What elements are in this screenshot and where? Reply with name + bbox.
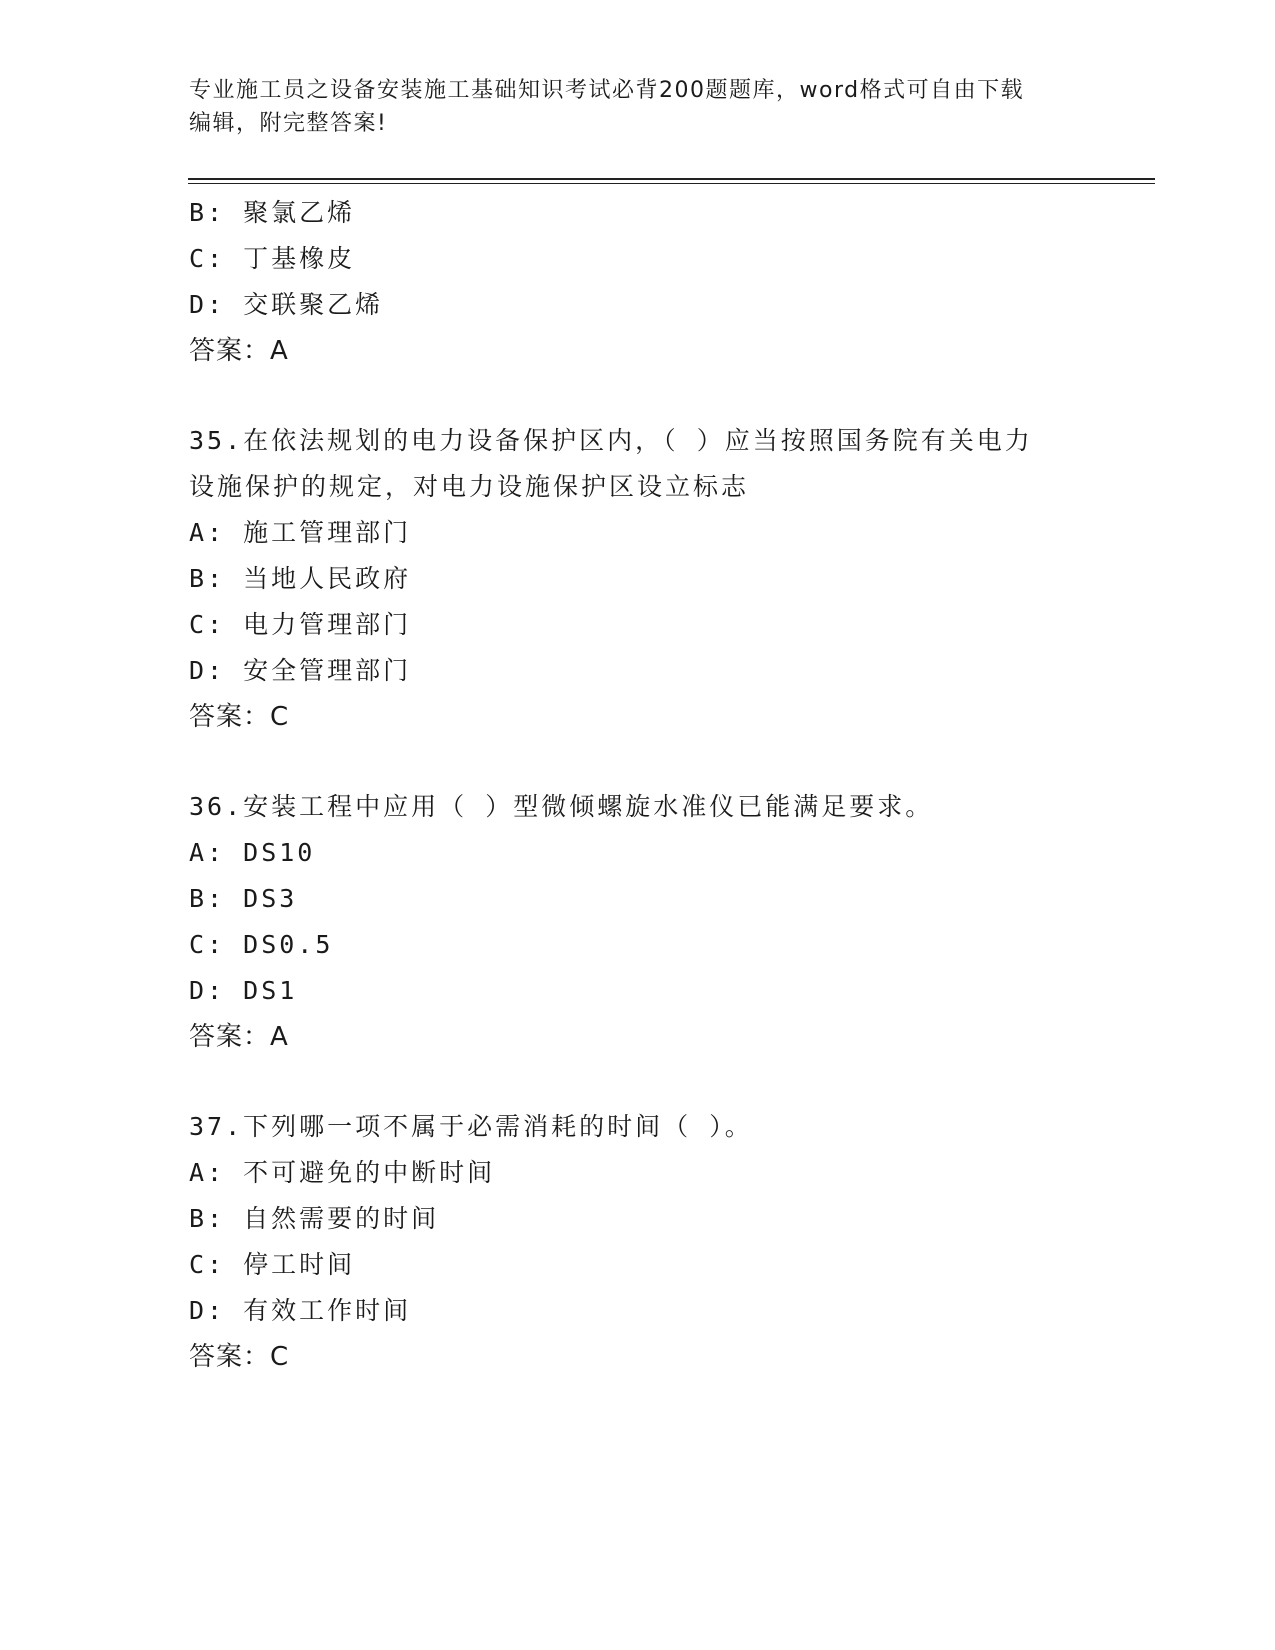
question-stem: 36.安装工程中应用（ ）型微倾螺旋水准仪已能满足要求。 — [189, 792, 934, 821]
option-c: C: 停工时间 — [189, 1250, 356, 1279]
header-divider-thin — [188, 183, 1155, 184]
option-b: B: 自然需要的时间 — [189, 1204, 440, 1233]
option-c: C: 电力管理部门 — [189, 610, 412, 639]
option-d: D: 安全管理部门 — [189, 656, 412, 685]
question-stem: 37.下列哪一项不属于必需消耗的时间（ ）。 — [189, 1112, 753, 1141]
option-d: D: 交联聚乙烯 — [189, 290, 384, 319]
option-a: A: DS10 — [189, 838, 316, 867]
option-b: B: DS3 — [189, 884, 298, 913]
answer-line: 答案：C — [189, 702, 290, 732]
question-34-continued — [189, 190, 1089, 374]
question-36 — [189, 784, 1089, 1060]
question-stem: 35.在依法规划的电力设备保护区内，（ ）应当按照国务院有关电力 — [189, 426, 1033, 455]
option-b: B: 当地人民政府 — [189, 564, 412, 593]
option-d: D: 有效工作时间 — [189, 1296, 412, 1325]
option-b: B: 聚氯乙烯 — [189, 198, 356, 227]
header-line-2: 编辑，附完整答案! — [189, 111, 388, 136]
answer-line: 答案：A — [189, 1022, 289, 1052]
option-d: D: DS1 — [189, 976, 298, 1005]
option-c: C: 丁基橡皮 — [189, 244, 356, 273]
option-a: A: 不可避免的中断时间 — [189, 1158, 496, 1187]
answer-line: 答案：C — [189, 1342, 290, 1372]
question-content — [189, 190, 1089, 1380]
answer-line: 答案：A — [189, 336, 289, 366]
option-c: C: DS0.5 — [189, 930, 334, 959]
header-divider-thick — [188, 178, 1155, 180]
question-35 — [189, 418, 1089, 740]
document-header — [189, 74, 1089, 140]
header-line-1: 专业施工员之设备安装施工基础知识考试必背200题题库，word格式可自由下载 — [189, 78, 1025, 103]
question-stem: 设施保护的规定，对电力设施保护区设立标志 — [189, 472, 750, 501]
question-37 — [189, 1104, 1089, 1380]
option-a: A: 施工管理部门 — [189, 518, 412, 547]
